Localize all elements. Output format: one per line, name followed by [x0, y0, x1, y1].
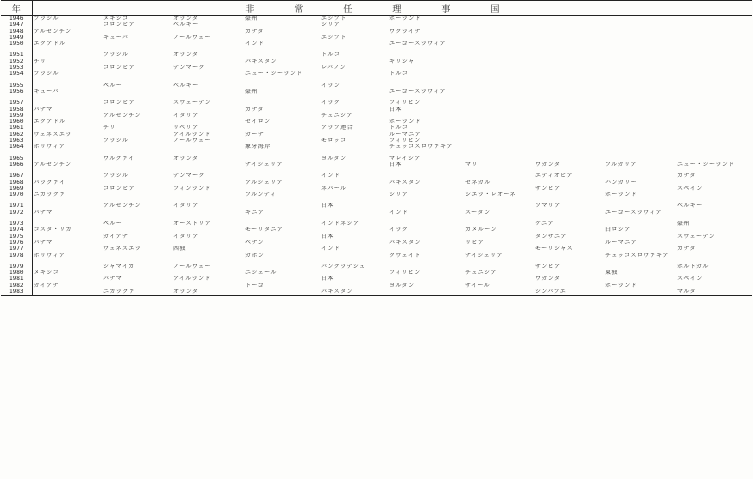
member-cell: ルーマニア — [389, 131, 422, 138]
member-cell: ポーランド — [389, 15, 422, 22]
member-cell: キューバ — [103, 34, 129, 41]
member-cell: アルゼンチン — [33, 28, 72, 35]
member-cell: アルゼンチン — [103, 112, 141, 119]
year-cell: 1968 — [1, 180, 32, 186]
member-cell: ニカラグァ — [102, 289, 172, 296]
member-cell: シエラ・レオーネ — [465, 192, 516, 199]
year-cell: 1947 — [1, 22, 32, 28]
member-cell: モーリタニア — [245, 227, 284, 234]
member-cell: リベリア — [173, 125, 199, 132]
year-cell: 1970 — [1, 192, 32, 198]
member-cell: インド — [389, 209, 409, 216]
member-cell: ザンビア — [535, 263, 561, 270]
year-cell: 1972 — [1, 210, 32, 216]
member-cell: ブラジル — [103, 138, 129, 145]
member-cell: パラグァイ — [33, 179, 66, 186]
member-cell: ブラジル — [33, 15, 59, 22]
year-cell: 1950 — [1, 41, 32, 47]
member-cell: ガイアナ — [103, 233, 129, 240]
year-cell: 1971 — [1, 203, 32, 209]
member-cell: ヨルダン — [321, 155, 347, 162]
table-row — [1, 16, 752, 23]
year-cell: 1978 — [1, 253, 32, 259]
member-cell: ネパール — [321, 185, 347, 192]
table-title: 非常任理事国 — [32, 1, 752, 16]
member-cell: ソマリア — [535, 203, 561, 210]
member-cell — [244, 289, 320, 296]
member-cell: エクアドル — [33, 41, 66, 48]
member-cell: バングラデシュ — [321, 263, 366, 270]
year-cell: 1960 — [1, 119, 32, 125]
year-cell: 1951 — [1, 52, 32, 58]
year-cell: 1976 — [1, 240, 32, 246]
member-cell: アルジェリア — [245, 179, 283, 186]
year-cell: 1981 — [1, 276, 32, 282]
member-cell: ポルトガル — [677, 263, 709, 270]
member-cell — [676, 16, 752, 23]
member-cell: ポーランド — [389, 119, 422, 126]
member-cell: ニカラグァ — [33, 192, 66, 199]
member-cell: スペイン — [677, 185, 703, 192]
year-cell: 1948 — [1, 29, 32, 35]
year-cell: 1955 — [1, 83, 32, 89]
member-cell: ニュー・ジーランド — [677, 161, 735, 168]
member-cell: コロンビア — [103, 100, 136, 107]
member-cell: スウェーデン — [677, 233, 716, 240]
member-cell: パナマ — [33, 239, 53, 246]
member-cell: ポーランド — [605, 282, 638, 289]
member-cell: オランダ — [173, 52, 199, 59]
member-cell: パキスタン — [320, 289, 388, 296]
member-cell: セネガル — [465, 179, 491, 186]
year-cell: 1959 — [1, 113, 32, 119]
year-cell: 1966 — [1, 162, 32, 168]
year-cell: 1965 — [1, 156, 32, 162]
member-cell: ボリヴィア — [33, 144, 66, 151]
member-cell: フィンランド — [173, 185, 211, 192]
member-cell: ノールウェー — [173, 263, 211, 270]
member-cell: カナダ — [245, 28, 264, 35]
member-cell: エジプト — [321, 34, 347, 41]
member-cell — [32, 289, 102, 296]
member-cell: リビア — [465, 239, 485, 246]
member-cell — [604, 16, 676, 23]
member-cell: パナマ — [33, 209, 53, 216]
member-cell: カナダ — [245, 106, 264, 113]
member-cell: スウェーデン — [173, 100, 212, 107]
member-cell: トルコ — [389, 71, 409, 78]
member-cell: コロンビア — [103, 22, 136, 29]
member-cell: ヨルダン — [389, 282, 415, 289]
member-cell: アルゼンチン — [33, 161, 72, 168]
table-body — [1, 16, 752, 296]
member-cell: ノールウェー — [173, 34, 211, 41]
member-cell: レバノン — [321, 65, 346, 72]
member-cell: イタリア — [173, 233, 199, 240]
member-cell: インドネシア — [321, 221, 360, 228]
member-cell: ルーマニア — [605, 239, 638, 246]
year-cell: 1962 — [1, 132, 32, 138]
member-cell: ポーランド — [605, 192, 638, 199]
member-cell: ペルー — [103, 221, 123, 228]
member-cell: マルタ — [676, 289, 752, 296]
member-cell: ウクライナ — [389, 28, 421, 35]
member-cell: パキスタン — [389, 239, 421, 246]
member-cell: チリ — [33, 58, 47, 65]
year-cell: 1961 — [1, 125, 32, 131]
member-cell: ブルガリア — [605, 161, 637, 168]
member-cell: カナダ — [677, 246, 696, 253]
member-cell: エクアドル — [33, 119, 66, 126]
member-cell: シリア — [389, 192, 409, 199]
year-cell: 1977 — [1, 246, 32, 252]
member-cell: メキシコ — [103, 15, 129, 22]
member-cell: ニュー・ジーランド — [245, 71, 303, 78]
member-cell: インド — [245, 41, 265, 48]
member-cell: アイルランド — [173, 131, 211, 138]
member-cell: トーゴ — [245, 282, 265, 289]
member-cell: ギリシャ — [389, 58, 415, 65]
security-council-members-table — [1, 0, 752, 296]
member-cell: ジンバブエ — [534, 289, 604, 296]
member-cell: アイルランド — [173, 276, 211, 283]
member-cell: ユーゴースラヴィア — [389, 88, 446, 95]
member-cell: キューバ — [33, 88, 59, 95]
member-cell: ベルギー — [173, 82, 199, 89]
member-cell: ウガンダ — [535, 276, 561, 283]
member-cell: インド — [321, 246, 341, 253]
member-cell: 日本 — [321, 203, 334, 210]
member-cell: 豪州 — [677, 221, 690, 228]
member-cell: モロッコ — [321, 138, 347, 145]
member-cell: ブルンディ — [245, 192, 277, 199]
member-cell: ハンガリー — [605, 179, 638, 186]
member-cell: イラク — [389, 227, 409, 234]
member-cell: 東独 — [605, 270, 618, 277]
year-cell: 1949 — [1, 35, 32, 41]
member-cell — [388, 289, 464, 296]
year-cell: 1982 — [1, 283, 32, 289]
member-cell: ザイール — [465, 282, 491, 289]
member-cell: ニジェール — [245, 270, 277, 277]
year-cell: 1974 — [1, 227, 32, 233]
member-cell: ベナン — [245, 239, 264, 246]
member-cell: 日本 — [389, 161, 402, 168]
member-cell: スペイン — [677, 276, 703, 283]
member-cell: 西独 — [173, 246, 186, 253]
member-cell: クウェイト — [389, 252, 421, 259]
year-header: 年 — [1, 1, 32, 16]
year-cell: 1973 — [1, 221, 32, 227]
table-header — [1, 1, 752, 16]
member-cell — [534, 16, 604, 23]
member-cell: オランダ — [173, 15, 199, 22]
member-cell: コロンビア — [103, 65, 136, 72]
year-cell: 1954 — [1, 71, 32, 77]
member-cell: パナマ — [33, 106, 53, 113]
member-cell: タンザニア — [535, 233, 567, 240]
member-cell: ヴェネズエラ — [33, 131, 72, 138]
member-cell: ベルギー — [173, 22, 199, 29]
member-cell: 豪州 — [245, 88, 258, 95]
member-cell: パキスタン — [389, 179, 421, 186]
member-cell: フィリピン — [389, 100, 421, 107]
year-cell: 1946 — [1, 16, 32, 23]
member-cell: コロンビア — [103, 185, 136, 192]
year-cell: 1957 — [1, 100, 32, 106]
member-cell: イタリア — [173, 112, 199, 119]
member-cell: ジャマイカ — [103, 263, 135, 270]
member-cell: スーダン — [465, 209, 491, 216]
member-cell: イタリア — [173, 203, 199, 210]
member-cell: フィリピン — [389, 138, 421, 145]
year-cell: 1983 — [1, 289, 32, 296]
member-cell: アラブ連合 — [321, 125, 354, 132]
member-cell: 白ロシア — [605, 227, 631, 234]
member-cell: カメルーン — [465, 227, 497, 234]
year-cell: 1953 — [1, 65, 32, 71]
member-cell: マリ — [465, 161, 478, 168]
member-cell: シリア — [321, 22, 341, 29]
table-row — [1, 289, 752, 296]
member-cell: デンマーク — [173, 173, 205, 180]
member-cell: トルコ — [321, 52, 341, 59]
member-cell: コスタ・リカ — [33, 227, 72, 234]
year-cell: 1967 — [1, 173, 32, 179]
member-cell: 日本 — [321, 233, 334, 240]
member-cell — [604, 289, 676, 296]
member-cell: ザンビア — [535, 185, 561, 192]
member-cell: ウルグァイ — [103, 155, 135, 162]
member-cell: 日本 — [321, 276, 334, 283]
member-cell: ブラジル — [103, 173, 129, 180]
member-cell: メキシコ — [33, 270, 60, 277]
member-cell: チュニジア — [465, 270, 497, 277]
member-cell: ノールウェー — [173, 138, 211, 145]
member-cell: 日本 — [389, 106, 402, 113]
member-cell: 象牙海岸 — [245, 144, 271, 151]
year-cell: 1979 — [1, 264, 32, 270]
member-cell: ウガンダ — [535, 161, 561, 168]
member-cell: チェッコスロヴァキア — [389, 144, 453, 151]
member-cell: トルコ — [389, 125, 409, 132]
member-cell: ガイアナ — [33, 282, 59, 289]
member-cell: チェッコスロヴァキア — [605, 252, 669, 259]
member-cell: カナダ — [677, 173, 696, 180]
member-cell: イラン — [321, 82, 341, 89]
member-cell: ブラジル — [103, 52, 129, 59]
member-cell: エジプト — [321, 15, 347, 22]
member-cell: ペルー — [103, 82, 123, 89]
member-cell: アルゼンチン — [103, 203, 141, 210]
member-cell: ブラジル — [33, 71, 59, 78]
member-cell — [464, 289, 534, 296]
member-cell — [464, 16, 534, 23]
member-cell: ベルギー — [677, 203, 703, 210]
member-cell: ケニア — [535, 221, 554, 228]
member-cell: チリ — [103, 125, 116, 132]
member-cell: オーストリア — [173, 221, 212, 228]
member-cell: モーリシャス — [535, 246, 574, 253]
member-cell: セイロン — [245, 119, 271, 126]
member-cell: ガボン — [245, 252, 265, 259]
year-cell: 1964 — [1, 144, 32, 150]
year-cell: 1969 — [1, 186, 32, 192]
member-cell: ナイジェリア — [245, 161, 283, 168]
member-cell: ナイジェリア — [465, 252, 503, 259]
member-cell: オランダ — [172, 289, 244, 296]
member-cell: エティオピア — [535, 173, 573, 180]
member-cell: イラク — [321, 100, 341, 107]
year-cell: 1980 — [1, 270, 32, 276]
member-cell: フィリピン — [389, 270, 421, 277]
year-cell: 1963 — [1, 138, 32, 144]
member-cell: ユーゴースラヴィア — [389, 41, 446, 48]
member-cell: ギニア — [245, 209, 265, 216]
member-cell: マレイシア — [389, 155, 421, 162]
member-cell: オランダ — [173, 155, 199, 162]
year-cell: 1956 — [1, 89, 32, 95]
member-cell: パキスタン — [245, 58, 277, 65]
member-cell: 豪州 — [245, 15, 258, 22]
year-cell: 1975 — [1, 234, 32, 240]
year-cell: 1958 — [1, 107, 32, 113]
member-cell: パナマ — [103, 276, 123, 283]
member-cell: ガーナ — [245, 131, 265, 138]
member-cell: ヴェネズエラ — [103, 246, 142, 253]
member-cell: ボリヴィア — [33, 252, 66, 259]
member-cell: デンマーク — [173, 65, 205, 72]
member-cell: ユーゴースラヴィア — [605, 209, 662, 216]
member-cell: インド — [321, 173, 341, 180]
member-cell: チュニジア — [321, 112, 353, 119]
year-cell: 1952 — [1, 59, 32, 65]
